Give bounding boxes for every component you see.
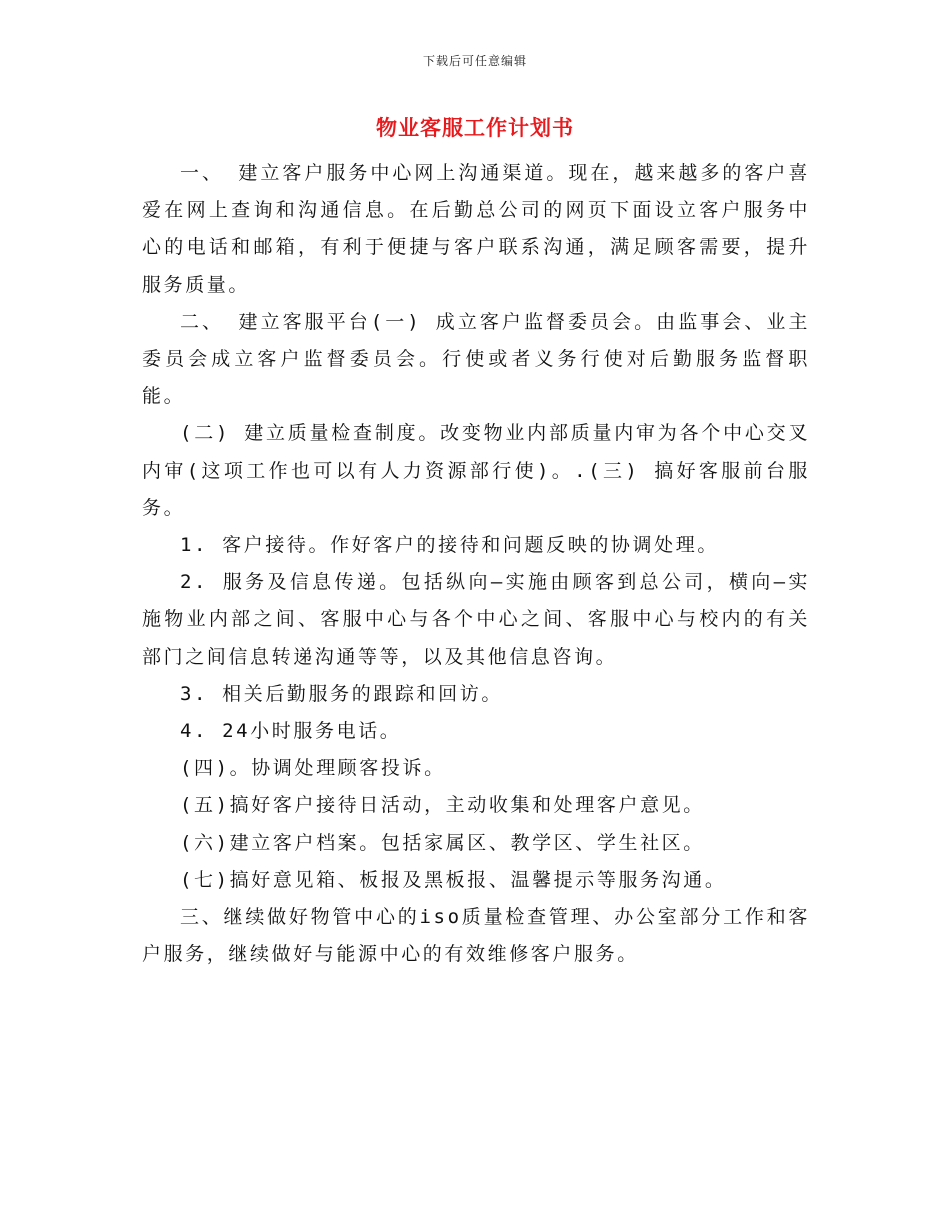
document-title: 物业客服工作计划书 <box>376 116 574 140</box>
paragraph-sub-7: (七)搞好意见箱、板报及黑板报、温馨提示等服务沟通。 <box>180 868 727 891</box>
paragraph-section-2: 二、 建立客服平台(一) 成立客户监督委员会。由监事会、业主委员会成立客户监督委员会。行使或者义务行使对后勤服务监督职能。 <box>142 310 810 408</box>
paragraph-item-3: 3. 相关后勤服务的跟踪和回访。 <box>180 682 503 705</box>
paragraph-quality-check: (二) 建立质量检查制度。改变物业内部质量内审为各个中心交叉内审(这项工作也可以有人力资源部行使)。.(三) 搞好客服前台服务。 <box>142 422 810 519</box>
document-body <box>142 155 810 973</box>
paragraph-sub-6: (六)建立客户档案。包括家属区、教学区、学生社区。 <box>180 831 705 854</box>
paragraph-sub-4: (四)。协调处理顾客投诉。 <box>180 757 446 780</box>
paragraph-item-1: 1. 客户接待。作好客户的接待和问题反映的协调处理。 <box>180 534 719 557</box>
paragraph-item-2: 2. 服务及信息传递。包括纵向—实施由顾客到总公司，横向—实施物业内部之间、客服中心与各个中心之间、客服中心与校内的有关部门之间信息转递沟通等等，以及其他信息咨询。 <box>142 571 810 668</box>
paragraph-section-1: 一、 建立客户服务中心网上沟通渠道。现在，越来越多的客户喜爱在网上查询和沟通信息。在后勤总公司的网页下面设立客户服务中心的电话和邮箱，有利于便捷与客户联系沟通，满足顾客需要，提升服务质量。 <box>142 162 810 296</box>
paragraph-sub-5: (五)搞好客户接待日活动，主动收集和处理客户意见。 <box>180 794 705 817</box>
header-note: 下载后可任意编辑 <box>422 54 527 68</box>
paragraph-item-4: 4. 24小时服务电话。 <box>180 720 402 743</box>
paragraph-section-3: 三、继续做好物管中心的iso质量检查管理、办公室部分工作和客户服务，继续做好与能源中心的有效维修客户服务。 <box>142 906 810 966</box>
